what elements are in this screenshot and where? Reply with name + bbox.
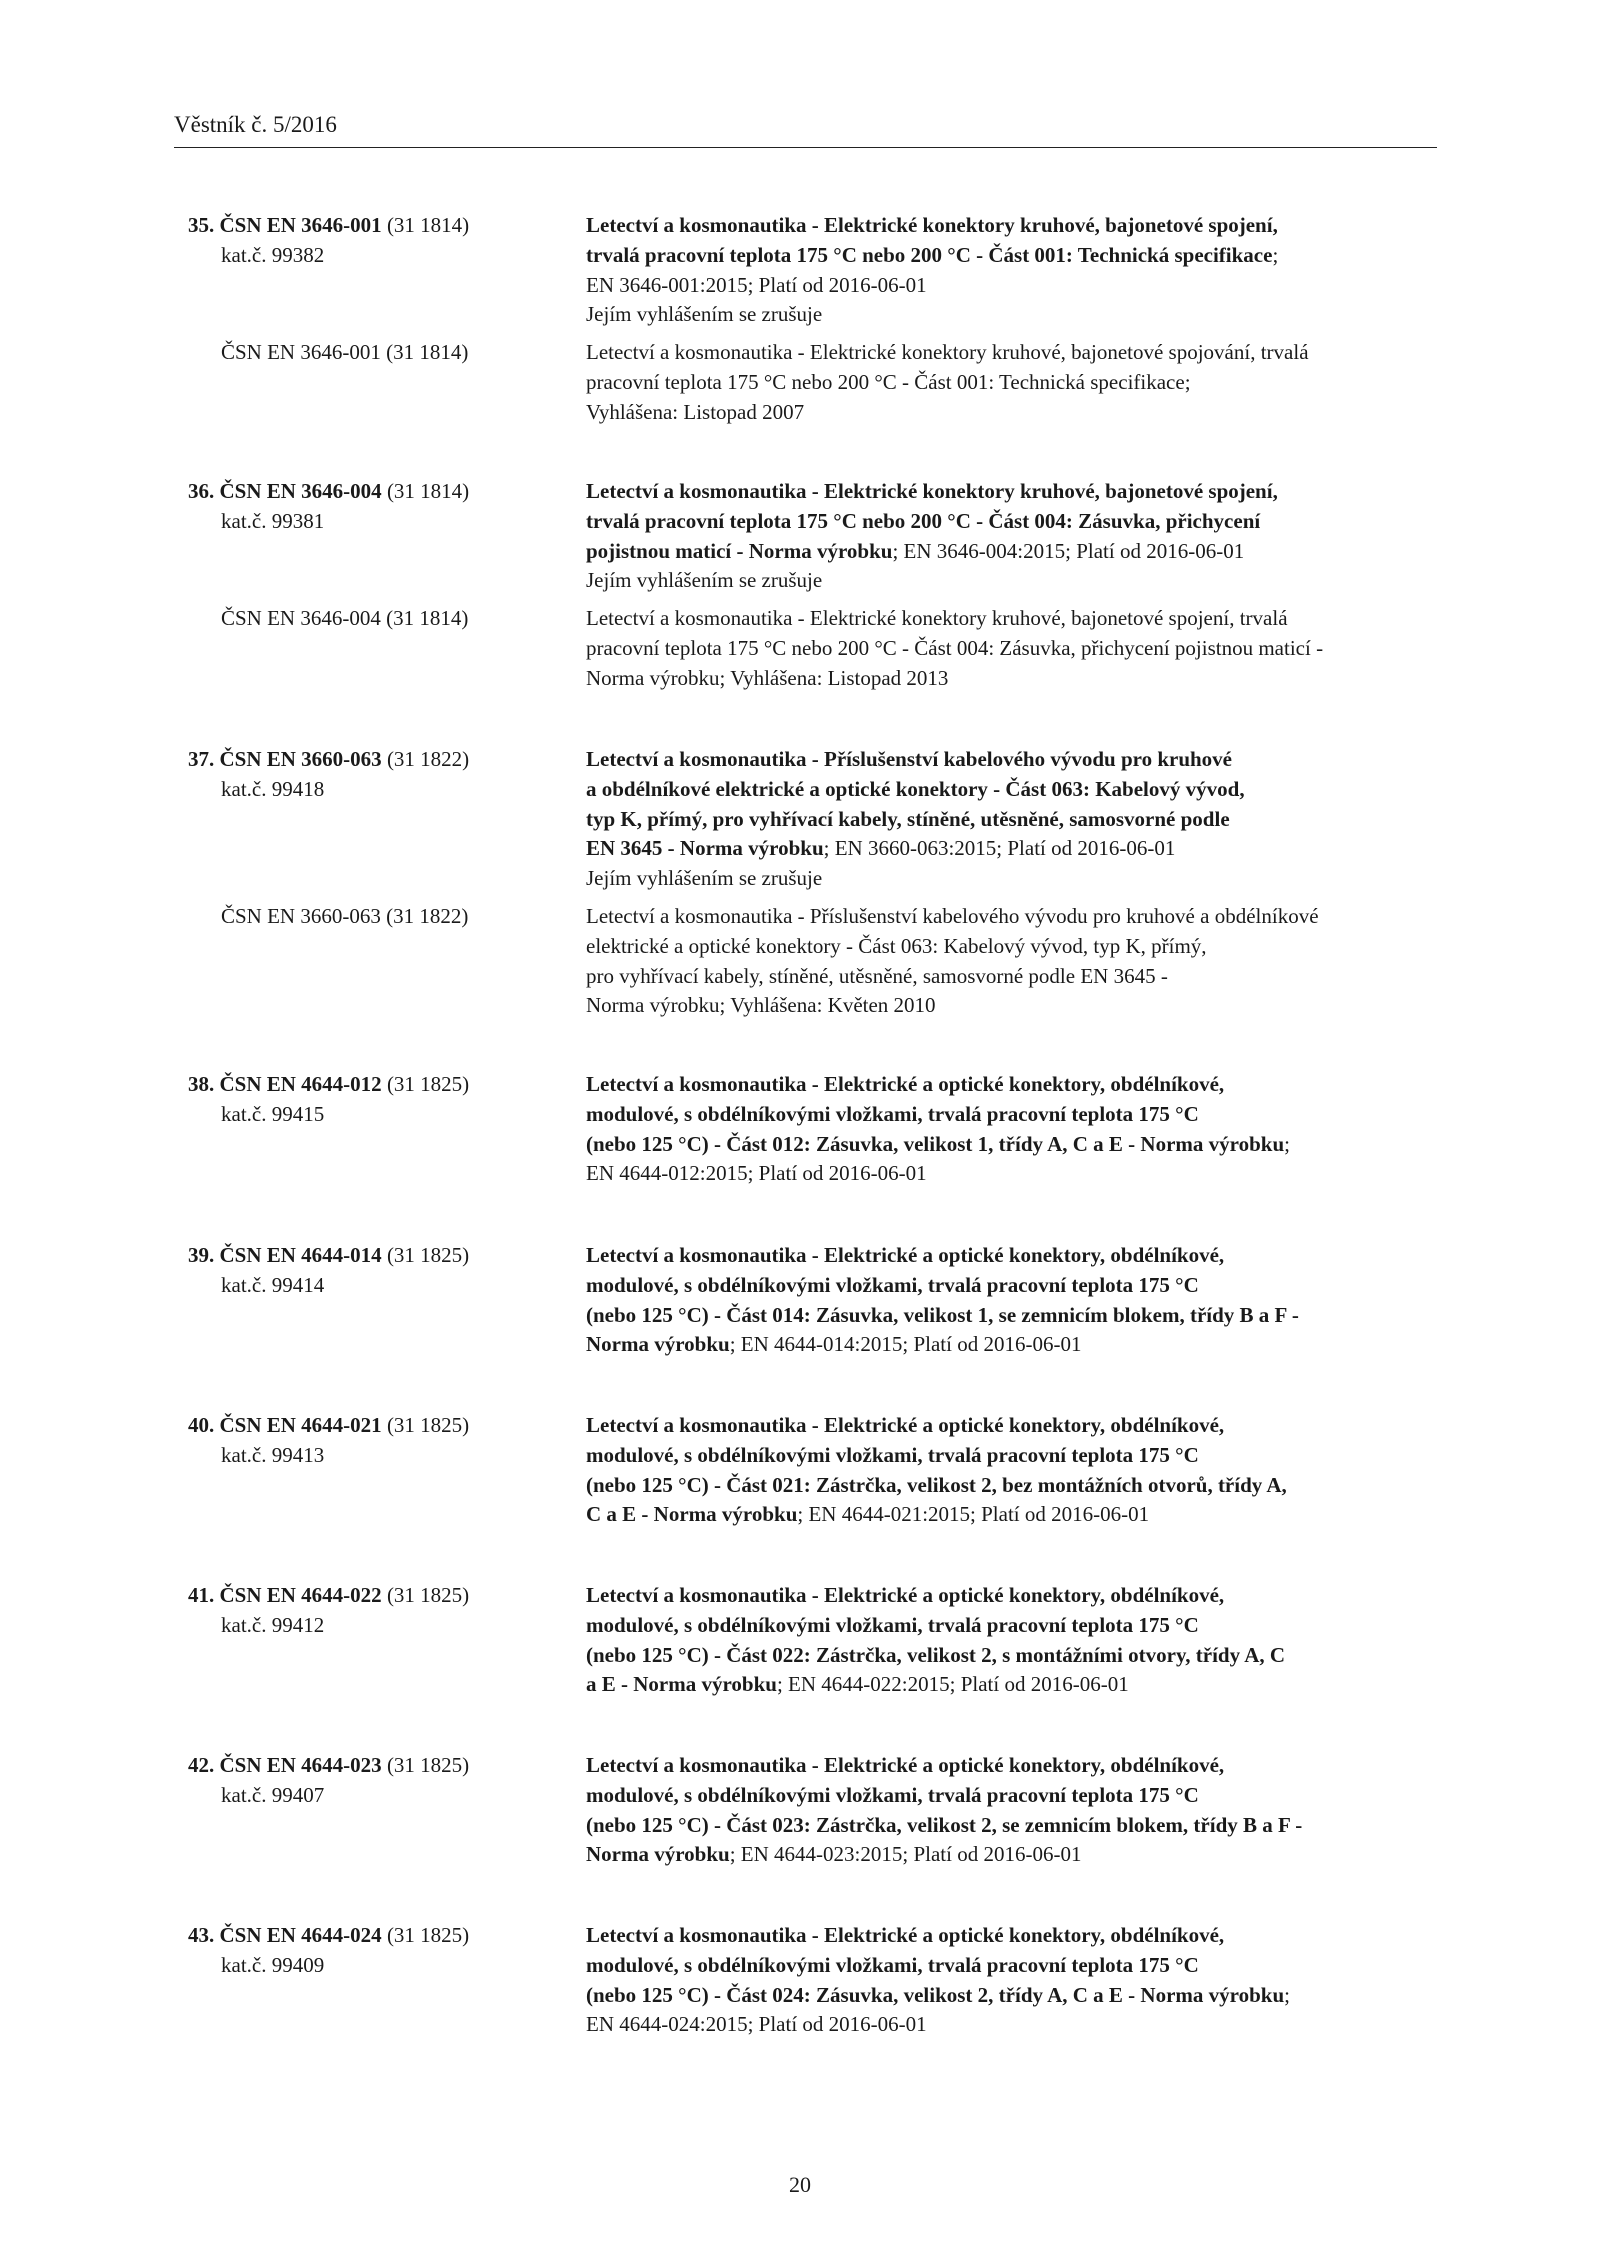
description-line — [586, 745, 1456, 775]
entry-code-line — [188, 1241, 548, 1271]
description-bold: pojistnou maticí - Norma výrobku — [586, 538, 893, 563]
description-line — [586, 805, 1456, 835]
description-bold: Norma výrobku — [586, 1332, 730, 1357]
description-line — [586, 1100, 1456, 1130]
entry-description — [586, 211, 1456, 330]
standard-code: ČSN EN 3646-004 — [219, 479, 382, 503]
description-text: Jejím vyhlášením se zrušuje — [586, 568, 823, 593]
entry-number: 42. — [188, 1753, 215, 1777]
description-bold: Letectví a kosmonautika - Elektrické a optické konektory, obdélníkové, — [586, 1413, 1225, 1437]
description-bold: (nebo 125 °C) - Část 022: Zástrčka, velikost 2, s montážními otvory, třídy A, C — [586, 1642, 1286, 1667]
description-line — [586, 1441, 1456, 1471]
description-bold: Letectví a kosmonautika - Elektrické a optické konektory, obdélníkové, — [586, 1753, 1225, 1777]
catalog-number: kat.č. 99412 — [221, 1612, 325, 1637]
description-bold: Letectví a kosmonautika - Elektrické a optické konektory, obdélníkové, — [586, 1923, 1225, 1947]
entry-identifier — [188, 1241, 548, 1301]
description-text: ; — [1284, 1131, 1290, 1156]
description-bold: C a E - Norma výrobku — [586, 1502, 798, 1527]
description-line — [586, 864, 1456, 894]
replaced-standard-description — [586, 902, 1456, 1021]
description-bold: trvalá pracovní teplota 175 °C nebo 200 °C - Část 001: Technická specifikace — [586, 242, 1273, 267]
description-bold: modulové, s obdélníkovými vložkami, trvalá pracovní teplota 175 °C — [586, 1952, 1199, 1977]
standard-code: ČSN EN 4644-014 — [219, 1243, 382, 1267]
description-bold: a E - Norma výrobku — [586, 1672, 777, 1697]
replaced-code: ČSN EN 3660-063 (31 1822) — [221, 904, 469, 928]
description-line — [586, 1811, 1456, 1841]
description-bold: modulové, s obdélníkovými vložkami, trvalá pracovní teplota 175 °C — [586, 1782, 1199, 1807]
entry-identifier — [188, 1581, 548, 1641]
catalog-number: kat.č. 99413 — [221, 1442, 325, 1467]
replaced-description-line: Norma výrobku; Vyhlášena: Listopad 2013 — [586, 665, 949, 690]
description-text: ; EN 3646-004:2015; Platí od 2016-06-01 — [892, 538, 1245, 563]
standard-code: ČSN EN 3646-001 — [219, 213, 382, 237]
description-text: ; EN 4644-022:2015; Platí od 2016-06-01 — [776, 1672, 1129, 1697]
catalog-number: kat.č. 99409 — [221, 1952, 325, 1977]
entry-description — [586, 1581, 1456, 1700]
replaced-description-line: Letectví a kosmonautika - Příslušenství kabelového vývodu pro kruhové a obdélníkové — [586, 904, 1319, 928]
entry-description — [586, 1411, 1456, 1530]
description-line — [586, 1981, 1456, 2011]
entry-number: 43. — [188, 1923, 215, 1947]
entry-code-line — [188, 1921, 548, 1951]
entry-description — [586, 1241, 1456, 1360]
entry-identifier — [188, 1751, 548, 1811]
description-bold: modulové, s obdélníkovými vložkami, trvalá pracovní teplota 175 °C — [586, 1272, 1199, 1297]
description-line — [586, 566, 1456, 596]
description-bold: trvalá pracovní teplota 175 °C nebo 200 °C - Část 004: Zásuvka, přichycení — [586, 508, 1261, 533]
description-bold: Letectví a kosmonautika - Elektrické a optické konektory, obdélníkové, — [586, 1583, 1225, 1607]
description-bold: (nebo 125 °C) - Část 014: Zásuvka, velikost 1, se zemnicím blokem, třídy B a F - — [586, 1302, 1299, 1327]
description-line — [586, 1330, 1456, 1360]
standard-code: ČSN EN 4644-022 — [219, 1583, 382, 1607]
description-text: ; — [1272, 242, 1279, 267]
description-bold: a obdélníkové elektrické a optické konektory - Část 063: Kabelový vývod, — [586, 776, 1245, 801]
description-text: EN 3646-001:2015; Platí od 2016-06-01 — [586, 272, 927, 297]
description-text: EN 4644-012:2015; Platí od 2016-06-01 — [586, 1161, 927, 1186]
description-bold: Letectví a kosmonautika - Příslušenství kabelového vývodu pro kruhové — [586, 747, 1233, 771]
replaced-standard-description — [586, 338, 1456, 427]
entry-description — [586, 745, 1456, 894]
entry-number: 36. — [188, 479, 215, 503]
replaced-description-line: elektrické a optické konektory - Část 063: Kabelový vývod, typ K, přímý, — [586, 933, 1207, 958]
entry-description — [586, 1070, 1456, 1189]
replaced-description-line: pracovní teplota 175 °C nebo 200 °C - Část 001: Technická specifikace; — [586, 369, 1191, 394]
description-bold: modulové, s obdélníkovými vložkami, trvalá pracovní teplota 175 °C — [586, 1442, 1199, 1467]
description-line — [586, 211, 1456, 241]
description-line — [586, 775, 1456, 805]
description-line — [586, 477, 1456, 507]
entry-number: 37. — [188, 747, 215, 771]
description-bold: Norma výrobku — [586, 1842, 730, 1867]
description-line — [586, 1411, 1456, 1441]
description-line — [586, 507, 1456, 537]
description-text: Jejím vyhlášením se zrušuje — [586, 302, 823, 327]
entry-identifier — [188, 211, 548, 271]
description-text: ; EN 4644-023:2015; Platí od 2016-06-01 — [729, 1842, 1082, 1867]
description-line — [586, 1070, 1456, 1100]
classification-number: (31 1825) — [386, 1753, 470, 1777]
catalog-number: kat.č. 99382 — [221, 242, 325, 267]
description-bold: (nebo 125 °C) - Část 024: Zásuvka, velikost 2, třídy A, C a E - Norma výrobku — [586, 1982, 1285, 2007]
description-line — [586, 1241, 1456, 1271]
description-line — [586, 1159, 1456, 1189]
entry-number: 40. — [188, 1413, 215, 1437]
replaced-code: ČSN EN 3646-004 (31 1814) — [221, 606, 469, 631]
description-bold: Letectví a kosmonautika - Elektrické a optické konektory, obdélníkové, — [586, 1072, 1225, 1096]
entry-identifier — [188, 1921, 548, 1981]
replaced-standard-code — [188, 902, 548, 932]
description-line — [586, 1611, 1456, 1641]
catalog-number: kat.č. 99415 — [221, 1101, 325, 1126]
description-line — [586, 1130, 1456, 1160]
replaced-standard-code — [188, 604, 548, 634]
description-line — [586, 834, 1456, 864]
description-bold: Letectví a kosmonautika - Elektrické konektory kruhové, bajonetové spojení, — [586, 479, 1278, 503]
description-bold: (nebo 125 °C) - Část 023: Zástrčka, velikost 2, se zemnicím blokem, třídy B a F - — [586, 1812, 1303, 1837]
description-line — [586, 300, 1456, 330]
description-line — [586, 241, 1456, 271]
entry-code-line — [188, 211, 548, 241]
description-bold: typ K, přímý, pro vyhřívací kabely, stíněné, utěsněné, samosvorné podle — [586, 806, 1230, 831]
description-line — [586, 271, 1456, 301]
description-text: Jejím vyhlášením se zrušuje — [586, 866, 823, 891]
classification-number: (31 1825) — [386, 1072, 470, 1096]
replaced-description-line: Letectví a kosmonautika - Elektrické konektory kruhové, bajonetové spojování, trvalá — [586, 340, 1309, 365]
entry-description — [586, 1921, 1456, 2040]
page-number: 20 — [789, 2172, 811, 2197]
classification-number: (31 1814) — [386, 479, 470, 503]
description-bold: modulové, s obdélníkovými vložkami, trvalá pracovní teplota 175 °C — [586, 1612, 1199, 1637]
description-line — [586, 1581, 1456, 1611]
description-line — [586, 1500, 1456, 1530]
catalog-number: kat.č. 99381 — [221, 508, 325, 533]
entry-identifier — [188, 1070, 548, 1130]
entry-code-line — [188, 477, 548, 507]
entry-identifier — [188, 745, 548, 805]
description-text: ; EN 4644-021:2015; Platí od 2016-06-01 — [797, 1502, 1150, 1527]
description-line — [586, 1951, 1456, 1981]
description-bold: EN 3645 - Norma výrobku — [586, 836, 824, 861]
catalog-number: kat.č. 99414 — [221, 1272, 325, 1297]
entry-description — [586, 1751, 1456, 1870]
standard-code: ČSN EN 4644-021 — [219, 1413, 382, 1437]
description-bold: (nebo 125 °C) - Část 012: Zásuvka, velikost 1, třídy A, C a E - Norma výrobku — [586, 1131, 1285, 1156]
classification-number: (31 1822) — [386, 747, 470, 771]
entry-identifier — [188, 1411, 548, 1471]
entry-number: 41. — [188, 1583, 215, 1607]
catalog-number: kat.č. 99418 — [221, 776, 325, 801]
classification-number: (31 1814) — [386, 213, 470, 237]
replaced-standard-description — [586, 604, 1456, 693]
description-bold: modulové, s obdélníkovými vložkami, trvalá pracovní teplota 175 °C — [586, 1101, 1199, 1126]
entry-code-line — [188, 745, 548, 775]
replaced-code: ČSN EN 3646-001 (31 1814) — [221, 340, 469, 365]
description-line — [586, 1271, 1456, 1301]
journal-header: Věstník č. 5/2016 — [174, 112, 337, 137]
entry-description — [586, 477, 1456, 596]
entry-code-line — [188, 1581, 548, 1611]
description-line — [586, 1921, 1456, 1951]
description-line — [586, 1471, 1456, 1501]
description-line — [586, 2010, 1456, 2040]
entry-number: 35. — [188, 213, 215, 237]
description-line — [586, 1840, 1456, 1870]
replaced-description-line: pracovní teplota 175 °C nebo 200 °C - Část 004: Zásuvka, přichycení pojistnou maticí - — [586, 635, 1324, 660]
entry-number: 39. — [188, 1243, 215, 1267]
description-text: ; EN 3660-063:2015; Platí od 2016-06-01 — [823, 836, 1176, 861]
replaced-description-line: pro vyhřívací kabely, stíněné, utěsněné, samosvorné podle EN 3645 - — [586, 963, 1168, 988]
entry-code-line — [188, 1751, 548, 1781]
description-line — [586, 537, 1456, 567]
replaced-description-line: Letectví a kosmonautika - Elektrické konektory kruhové, bajonetové spojení, trvalá — [586, 606, 1288, 631]
description-bold: Letectví a kosmonautika - Elektrické konektory kruhové, bajonetové spojení, — [586, 213, 1278, 237]
description-line — [586, 1781, 1456, 1811]
replaced-description-line: Norma výrobku; Vyhlášena: Květen 2010 — [586, 993, 936, 1018]
classification-number: (31 1825) — [386, 1243, 470, 1267]
standard-code: ČSN EN 3660-063 — [219, 747, 382, 771]
description-bold: (nebo 125 °C) - Část 021: Zástrčka, velikost 2, bez montážních otvorů, třídy A, — [586, 1472, 1287, 1497]
description-line — [586, 1301, 1456, 1331]
entry-identifier — [188, 477, 548, 537]
description-line — [586, 1641, 1456, 1671]
classification-number: (31 1825) — [386, 1583, 470, 1607]
standard-code: ČSN EN 4644-012 — [219, 1072, 382, 1096]
description-text: ; EN 4644-014:2015; Platí od 2016-06-01 — [729, 1332, 1082, 1357]
classification-number: (31 1825) — [386, 1413, 470, 1437]
standard-code: ČSN EN 4644-023 — [219, 1753, 382, 1777]
description-text: EN 4644-024:2015; Platí od 2016-06-01 — [586, 2012, 927, 2037]
header-rule — [174, 147, 1437, 148]
catalog-number: kat.č. 99407 — [221, 1782, 325, 1807]
entry-code-line — [188, 1070, 548, 1100]
description-text: ; — [1284, 1982, 1290, 2007]
replaced-standard-code — [188, 338, 548, 368]
entry-number: 38. — [188, 1072, 215, 1096]
description-line — [586, 1670, 1456, 1700]
classification-number: (31 1825) — [386, 1923, 470, 1947]
description-line — [586, 1751, 1456, 1781]
description-bold: Letectví a kosmonautika - Elektrické a optické konektory, obdélníkové, — [586, 1243, 1225, 1267]
entry-code-line — [188, 1411, 548, 1441]
standard-code: ČSN EN 4644-024 — [219, 1923, 382, 1947]
replaced-description-line: Vyhlášena: Listopad 2007 — [586, 399, 805, 424]
